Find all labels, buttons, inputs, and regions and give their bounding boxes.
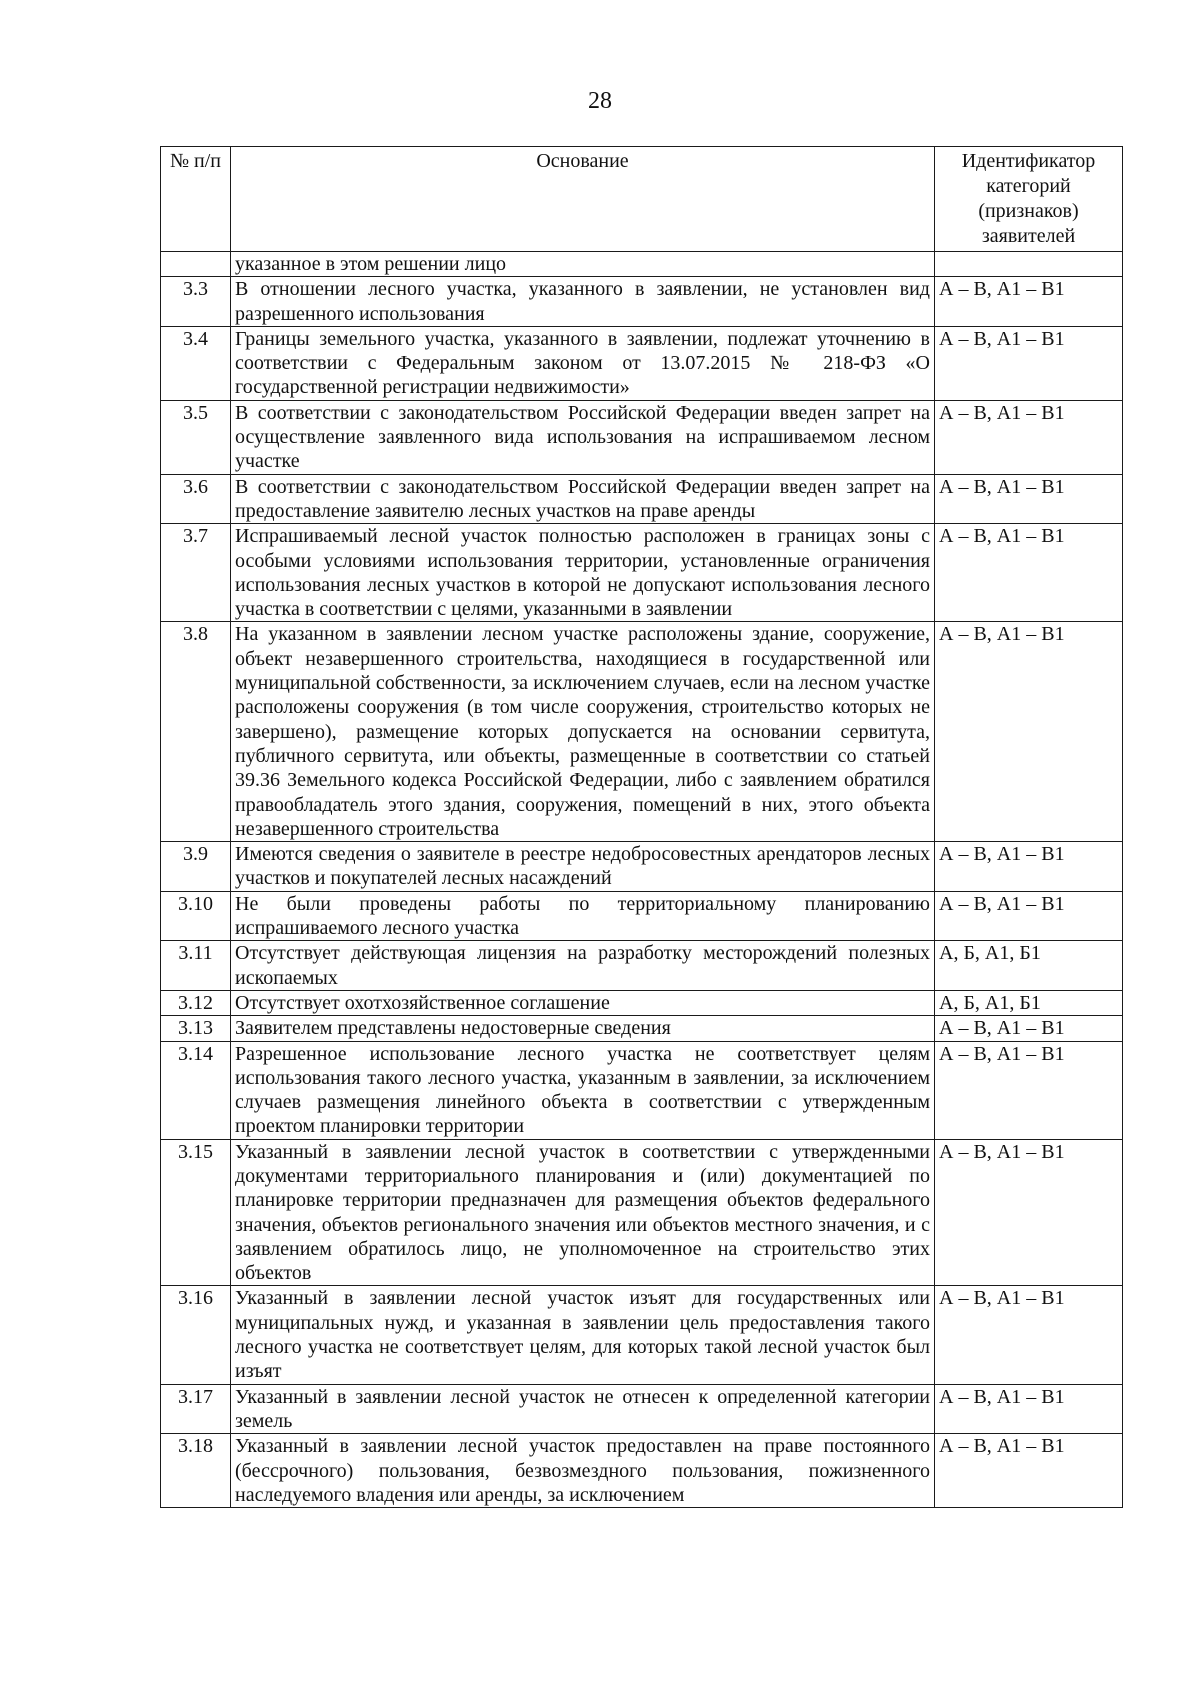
- table-row: [161, 1016, 1123, 1041]
- row-basis-text: В соответствии с законодательством Российской Федерации введен запрет на осуществление заявленного вида использования на испрашиваемом лесном участке: [231, 400, 935, 474]
- row-category: А – В, А1 – В1: [935, 1041, 1123, 1139]
- row-basis-text: Указанный в заявлении лесной участок изъят для государственных или муниципальных нужд, и указанная в заявлении цель предоставления такого лесного участка не соответствует целям, для которых такой лесной участок был изъят: [231, 1286, 935, 1384]
- row-category: А – В, А1 – В1: [935, 474, 1123, 524]
- grounds-table: [160, 146, 1123, 1508]
- table-header-row: [161, 147, 1123, 252]
- table-row: [161, 277, 1123, 327]
- row-basis-text: указанное в этом решении лицо: [231, 252, 935, 277]
- row-basis-text: Отсутствует охотхозяйственное соглашение: [231, 990, 935, 1015]
- row-basis-text: Разрешенное использование лесного участка не соответствует целям использования такого лесного участка, указанным в заявлении, за исключением случаев размещения линейного объекта в соответствии с утвержденным проектом планировки территории: [231, 1041, 935, 1139]
- page-number: 28: [588, 88, 612, 114]
- row-category: А – В, А1 – В1: [935, 1139, 1123, 1286]
- row-category: А – В, А1 – В1: [935, 1016, 1123, 1041]
- row-number: [161, 252, 231, 277]
- row-number: 3.3: [161, 277, 231, 327]
- table-row: [161, 524, 1123, 622]
- row-category: А – В, А1 – В1: [935, 1286, 1123, 1384]
- row-category: А – В, А1 – В1: [935, 842, 1123, 892]
- row-basis-text: Имеются сведения о заявителе в реестре недобросовестных арендаторов лесных участков и покупателей лесных насаждений: [231, 842, 935, 892]
- row-number: 3.13: [161, 1016, 231, 1041]
- row-basis-text: Указанный в заявлении лесной участок в соответствии с утвержденными документами территориального планирования и (или) документацией по планировке территории предназначен для размещения объектов федерального значения, объектов регионального значения или объектов местного значения, и с заявлением обратилось лицо, не уполномоченное на строительство этих объектов: [231, 1139, 935, 1286]
- header-basis: Основание: [231, 147, 935, 252]
- table-row: [161, 941, 1123, 991]
- row-number: 3.4: [161, 326, 231, 400]
- table-row: [161, 842, 1123, 892]
- table-row: [161, 1041, 1123, 1139]
- table-row: [161, 990, 1123, 1015]
- table-row: [161, 1139, 1123, 1286]
- row-number: 3.12: [161, 990, 231, 1015]
- row-number: 3.11: [161, 941, 231, 991]
- table-row: [161, 622, 1123, 842]
- row-category: А – В, А1 – В1: [935, 891, 1123, 941]
- row-basis-text: Отсутствует действующая лицензия на разработку месторождений полезных ископаемых: [231, 941, 935, 991]
- row-category: А – В, А1 – В1: [935, 1384, 1123, 1434]
- row-category: А – В, А1 – В1: [935, 1434, 1123, 1508]
- row-basis-text: Указанный в заявлении лесной участок предоставлен на праве постоянного (бессрочного) пользования, безвозмездного пользования, пожизненного наследуемого владения или аренды, за исключением: [231, 1434, 935, 1508]
- table-row: [161, 474, 1123, 524]
- row-number: 3.14: [161, 1041, 231, 1139]
- row-basis-text: Заявителем представлены недостоверные сведения: [231, 1016, 935, 1041]
- table-row: [161, 1384, 1123, 1434]
- row-number: 3.16: [161, 1286, 231, 1384]
- row-basis-text: Указанный в заявлении лесной участок не отнесен к определенной категории земель: [231, 1384, 935, 1434]
- row-category: А, Б, А1, Б1: [935, 941, 1123, 991]
- row-basis-text: Границы земельного участка, указанного в заявлении, подлежат уточнению в соответствии с Федеральным законом от 13.07.2015 № 218-ФЗ «О государственной регистрации недвижимости»: [231, 326, 935, 400]
- row-category: А, Б, А1, Б1: [935, 990, 1123, 1015]
- header-num: № п/п: [161, 147, 231, 252]
- row-number: 3.18: [161, 1434, 231, 1508]
- row-number: 3.17: [161, 1384, 231, 1434]
- table-row: [161, 326, 1123, 400]
- table-row: [161, 1434, 1123, 1508]
- row-category: А – В, А1 – В1: [935, 524, 1123, 622]
- row-number: 3.7: [161, 524, 231, 622]
- row-category: А – В, А1 – В1: [935, 400, 1123, 474]
- table-row: [161, 891, 1123, 941]
- row-number: 3.6: [161, 474, 231, 524]
- row-basis-text: На указанном в заявлении лесном участке расположены здание, сооружение, объект незавершенного строительства, находящиеся в государственной или муниципальной собственности, за исключением случаев, если на лесном участке расположены сооружения (в том числе сооружения, строительство которых не завершено), размещение которых допускается на основании сервитута, публичного сервитута, или объекты, размещенные в соответствии со статьей 39.36 Земельного кодекса Российской Федерации, либо с заявлением обратился правообладатель этого здания, сооружения, помещений в них, этого объекта незавершенного строительства: [231, 622, 935, 842]
- row-basis-text: В соответствии с законодательством Российской Федерации введен запрет на предоставление заявителю лесных участков на праве аренды: [231, 474, 935, 524]
- row-category: [935, 252, 1123, 277]
- row-category: А – В, А1 – В1: [935, 326, 1123, 400]
- table-row: [161, 1286, 1123, 1384]
- table-row: [161, 252, 1123, 277]
- header-identifier: Идентификатор категорий (признаков) заявителей: [935, 147, 1123, 252]
- row-basis-text: Не были проведены работы по территориальному планированию испрашиваемого лесного участка: [231, 891, 935, 941]
- row-number: 3.5: [161, 400, 231, 474]
- row-basis-text: Испрашиваемый лесной участок полностью расположен в границах зоны с особыми условиями использования территории, установленные ограничения использования лесных участков в которой не допускают использования лесного участка в соответствии с целями, указанными в заявлении: [231, 524, 935, 622]
- table-row: [161, 400, 1123, 474]
- row-number: 3.15: [161, 1139, 231, 1286]
- row-basis-text: В отношении лесного участка, указанного в заявлении, не установлен вид разрешенного использования: [231, 277, 935, 327]
- row-category: А – В, А1 – В1: [935, 277, 1123, 327]
- row-number: 3.9: [161, 842, 231, 892]
- row-number: 3.8: [161, 622, 231, 842]
- row-number: 3.10: [161, 891, 231, 941]
- row-category: А – В, А1 – В1: [935, 622, 1123, 842]
